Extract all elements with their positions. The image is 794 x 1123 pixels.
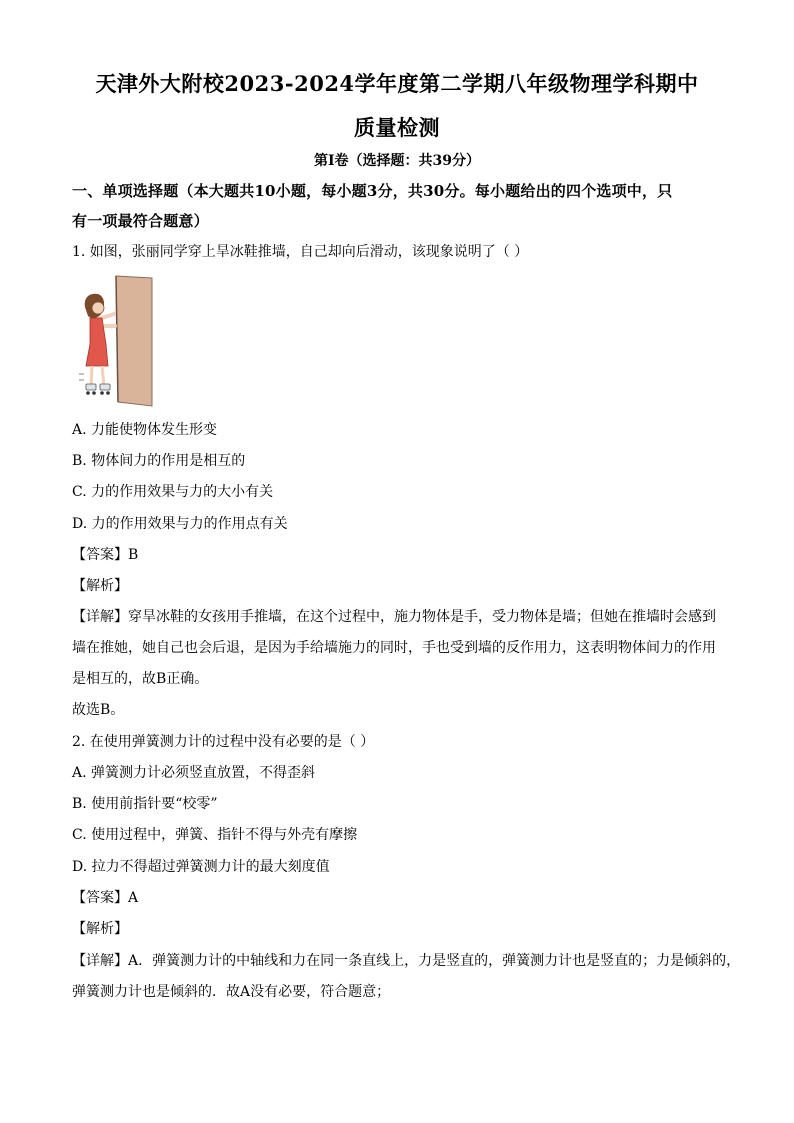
girl-pushing-wall-figure — [78, 274, 154, 408]
q1-answer: 【答案】B — [72, 547, 139, 563]
q2-detail-line1: 【详解】A．弹簧测力计的中轴线和力在同一条直线上，力是竖直的，弹簧测力计也是竖直的；力是倾斜的， — [72, 953, 741, 969]
q1-option-b: B. 物体间力的作用是相互的 — [72, 453, 246, 469]
q2-detail-line2: 弹簧测力计也是倾斜的．故A没有必要，符合题意； — [72, 984, 391, 1000]
q1-conclusion: 故选B。 — [72, 702, 125, 718]
q2-option-c: C. 使用过程中，弹簧、指针不得与外壳有摩擦 — [72, 827, 358, 843]
q2-option-b: B. 使用前指针要“校零” — [72, 796, 218, 812]
volume-heading: 第Ⅰ卷（选择题：共39分） — [313, 153, 481, 169]
q2-option-a: A. 弹簧测力计必须竖直放置，不得歪斜 — [72, 765, 316, 781]
q1-detail-line3: 是相互的，故B正确。 — [72, 671, 209, 687]
exam-title-line2: 质量检测 — [354, 115, 440, 140]
q1-detail-line1: 【详解】穿旱冰鞋的女孩用手推墙，在这个过程中，施力物体是手，受力物体是墙；但她在推墙时会感到 — [72, 609, 716, 625]
section-heading-line1: 一、单项选择题（本大题共10小题，每小题3分，共30分。每小题给出的四个选项中，只 — [72, 182, 673, 200]
q1-stem: 1. 如图，张丽同学穿上旱冰鞋推墙，自己却向后滑动，该现象说明了（ ） — [72, 244, 529, 260]
q1-detail-line2: 墙在推她，她自己也会后退，是因为手给墙施力的同时，手也受到墙的反作用力，这表明物体间力的作用 — [72, 640, 716, 656]
q1-option-c: C. 力的作用效果与力的大小有关 — [72, 484, 274, 500]
q1-option-d: D. 力的作用效果与力的作用点有关 — [72, 516, 288, 532]
q1-option-a: A. 力能使物体发生形变 — [72, 422, 218, 438]
q2-stem: 2. 在使用弹簧测力计的过程中没有必要的是（ ） — [72, 734, 375, 750]
q1-analysis-label: 【解析】 — [72, 578, 128, 594]
section-heading-line2: 有一项最符合题意） — [72, 212, 209, 230]
exam-title-line1: 天津外大附校2023-2024学年度第二学期八年级物理学科期中 — [95, 71, 699, 96]
q2-answer: 【答案】A — [72, 890, 139, 906]
q2-option-d: D. 拉力不得超过弹簧测力计的最大刻度值 — [72, 859, 330, 875]
q2-analysis-label: 【解析】 — [72, 921, 128, 937]
